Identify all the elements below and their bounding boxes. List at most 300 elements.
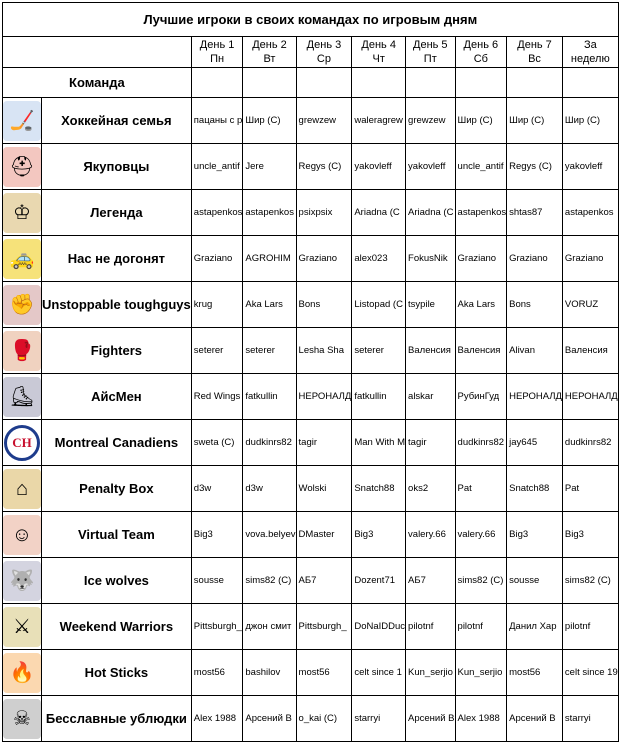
player-cell (562, 190, 618, 236)
player-cell (562, 466, 618, 512)
player-cell (243, 236, 296, 282)
player-cell (352, 282, 406, 328)
player-cell (352, 144, 406, 190)
blank-header-cell (3, 37, 192, 68)
day-header-5 (406, 37, 456, 68)
day-sublabel: Пн (210, 53, 225, 65)
player-name: Bons (509, 299, 531, 310)
player-cell (455, 420, 507, 466)
player-name: sousse (509, 575, 540, 586)
team-name: Якуповцы (42, 144, 192, 190)
yellow-car-logo: 🚕 (3, 239, 41, 279)
player-cell (455, 282, 507, 328)
day-header-2 (243, 37, 296, 68)
team-name: Нас не догонят (42, 236, 192, 282)
player-name: Kun_serjio (408, 667, 453, 678)
player-cell (455, 190, 507, 236)
player-name: Big3 (564, 529, 584, 540)
player-name: yakovleff (408, 161, 446, 172)
player-cell (507, 98, 563, 144)
player-cell (296, 328, 352, 374)
table-row (3, 328, 619, 374)
player-cell (562, 328, 618, 374)
player-cell (191, 696, 243, 742)
player-name: Pat (564, 483, 580, 494)
day-label: День 1 (199, 39, 235, 51)
player-cell (191, 374, 243, 420)
ice-wolf-logo: 🐺 (3, 561, 41, 601)
player-name: Graziano (298, 253, 338, 264)
player-cell (406, 650, 456, 696)
player-cell (562, 420, 618, 466)
player-cell (507, 190, 563, 236)
player-cell (352, 328, 406, 374)
player-name: alex023 (354, 253, 388, 264)
player-cell (243, 420, 296, 466)
player-cell (507, 604, 563, 650)
team-name: Unstoppable toughguys (42, 282, 192, 328)
player-name: Wolski (298, 483, 327, 494)
player-cell (191, 512, 243, 558)
player-cell (455, 374, 507, 420)
player-name: oks2 (408, 483, 429, 494)
blank-cell (296, 68, 352, 98)
table-row (3, 466, 619, 512)
player-name: DoNaIDDuc (354, 621, 406, 632)
player-cell (191, 144, 243, 190)
player-name: valery.66 (408, 529, 446, 540)
player-name: sims82 (C) (457, 575, 504, 586)
logo-cell (3, 98, 42, 144)
iceman-player-logo: ⛸ (3, 377, 41, 417)
player-cell (455, 512, 507, 558)
player-cell (243, 144, 296, 190)
player-cell (562, 604, 618, 650)
player-cell (243, 282, 296, 328)
day-label: День 4 (361, 39, 396, 51)
player-name: VORUZ (564, 299, 599, 310)
virtual-team-logo: ☺ (3, 515, 41, 555)
blank-cell (243, 68, 296, 98)
player-name: bashilov (245, 667, 281, 678)
player-name: pilotnf (408, 621, 434, 632)
hockey-family-logo: 🏒 (3, 101, 41, 141)
player-cell (352, 604, 406, 650)
player-name: Шир (С) (564, 115, 601, 126)
player-name: Валенсия (457, 345, 501, 356)
logo-cell (3, 190, 42, 236)
player-name: yakovleff (354, 161, 392, 172)
player-name: celt since 19 (564, 667, 618, 678)
player-cell (191, 190, 243, 236)
player-cell (296, 236, 352, 282)
player-name: Арсений В (245, 713, 292, 724)
player-name: d3w (245, 483, 263, 494)
player-name: Pittsburgh_ (193, 621, 242, 632)
team-name: Penalty Box (42, 466, 192, 512)
player-cell (455, 328, 507, 374)
player-name: sims82 (C) (245, 575, 292, 586)
player-name: Арсений В (509, 713, 556, 724)
day-label: День 6 (463, 39, 499, 51)
player-cell (352, 190, 406, 236)
player-cell (406, 466, 456, 512)
canadiens-logo: CH (4, 425, 40, 461)
player-name: Aka Lars (245, 299, 283, 310)
day-header-1 (191, 37, 243, 68)
player-name: НЕРОНАЛД (564, 391, 618, 402)
team-name: Ice wolves (42, 558, 192, 604)
player-cell (296, 144, 352, 190)
player-cell (507, 374, 563, 420)
player-name: Pat (457, 483, 472, 494)
day-sublabel: Сб (473, 53, 488, 65)
penalty-box-logo: ⌂ (3, 469, 41, 509)
player-cell (352, 512, 406, 558)
table-row (3, 98, 619, 144)
player-name: Big3 (354, 529, 374, 540)
player-cell (507, 650, 563, 696)
blank-cell (455, 68, 507, 98)
player-name: Jere (245, 161, 264, 172)
player-name: Шир (С) (509, 115, 545, 126)
player-name: psixpsix (298, 207, 333, 218)
player-cell (296, 466, 352, 512)
player-name: Man With M (354, 437, 406, 448)
player-name: Pittsburgh_ (298, 621, 347, 632)
player-cell (455, 236, 507, 282)
player-name: grewzew (298, 115, 337, 126)
day-header-6 (455, 37, 507, 68)
player-name: Big3 (193, 529, 213, 540)
player-name: krug (193, 299, 213, 310)
player-cell (406, 98, 456, 144)
player-cell (243, 650, 296, 696)
player-cell (455, 466, 507, 512)
team-name: АйсМен (42, 374, 192, 420)
day-header-8 (562, 37, 618, 68)
player-name: alskar (408, 391, 434, 402)
player-cell (507, 558, 563, 604)
player-name: Listopad (C (354, 299, 403, 310)
team-name: Hot Sticks (42, 650, 192, 696)
player-name: Snatch88 (354, 483, 395, 494)
table-row (3, 604, 619, 650)
player-cell (562, 236, 618, 282)
player-name: sousse (193, 575, 224, 586)
logo-cell (3, 328, 42, 374)
player-name: valery.66 (457, 529, 496, 540)
player-cell (296, 604, 352, 650)
player-cell (455, 604, 507, 650)
player-name: jay645 (509, 437, 538, 448)
player-cell (296, 190, 352, 236)
player-cell (406, 236, 456, 282)
player-cell (562, 144, 618, 190)
player-name: НЕРОНАЛД (509, 391, 562, 402)
player-cell (455, 696, 507, 742)
player-cell (352, 98, 406, 144)
player-name: most56 (509, 667, 541, 678)
player-cell (562, 558, 618, 604)
player-cell (243, 696, 296, 742)
player-name: Dozent71 (354, 575, 396, 586)
player-name: Lesha Sha (298, 345, 344, 356)
team-name: Хоккейная семья (42, 98, 192, 144)
player-cell (562, 650, 618, 696)
player-name: Graziano (564, 253, 604, 264)
player-cell (455, 650, 507, 696)
player-cell (507, 236, 563, 282)
player-cell (507, 144, 563, 190)
player-name: sweta (C) (193, 437, 235, 448)
table-row (3, 144, 619, 190)
player-name: АБ7 (408, 575, 426, 586)
table-row (3, 190, 619, 236)
player-cell (191, 558, 243, 604)
player-name: dudkinrs82 (245, 437, 292, 448)
player-name: Big3 (509, 529, 529, 540)
player-name: Арсений В (408, 713, 455, 724)
player-cell (191, 328, 243, 374)
player-cell (243, 466, 296, 512)
player-name: pilotnf (564, 621, 591, 632)
player-name: o_kai (C) (298, 713, 338, 724)
player-name: Graziano (509, 253, 548, 264)
player-cell (296, 696, 352, 742)
team-name: Легенда (42, 190, 192, 236)
player-name: пацаны с р (193, 115, 243, 126)
team-name: Бесславные ублюдки (42, 696, 192, 742)
fighter-cartoon-logo: 🥊 (3, 331, 41, 371)
player-cell (191, 98, 243, 144)
player-cell (352, 466, 406, 512)
player-cell (352, 420, 406, 466)
player-cell (406, 558, 456, 604)
day-label: День 5 (413, 39, 448, 51)
player-cell (352, 650, 406, 696)
team-name: Weekend Warriors (42, 604, 192, 650)
player-name: джон смит (245, 621, 292, 632)
player-cell (455, 98, 507, 144)
player-cell (406, 696, 456, 742)
player-cell (191, 466, 243, 512)
player-name: DMaster (298, 529, 335, 540)
blank-cell (191, 68, 243, 98)
player-name: tsypile (408, 299, 435, 310)
team-name: Virtual Team (42, 512, 192, 558)
player-cell (455, 558, 507, 604)
player-name: pilotnf (457, 621, 483, 632)
player-cell (352, 558, 406, 604)
logo-cell (3, 604, 42, 650)
player-cell (562, 512, 618, 558)
hockey-player-face-logo: ⛑ (3, 147, 41, 187)
player-name: most56 (193, 667, 225, 678)
table-row (3, 282, 619, 328)
player-name: Alivan (509, 345, 535, 356)
player-cell (296, 374, 352, 420)
player-name: seterer (245, 345, 275, 356)
player-cell (406, 604, 456, 650)
day-label: День 3 (306, 39, 342, 51)
day-header-3 (296, 37, 352, 68)
player-cell (507, 466, 563, 512)
blank-cell (562, 68, 618, 98)
player-name: Red Wings (193, 391, 241, 402)
logo-cell (3, 558, 42, 604)
player-name: uncle_antif (193, 161, 240, 172)
player-name: АБ7 (298, 575, 317, 586)
player-name: Шир (С) (457, 115, 493, 126)
player-cell (406, 190, 456, 236)
player-name: Ariadna (C (354, 207, 400, 218)
player-name: Kun_serjio (457, 667, 503, 678)
best-players-table (2, 2, 619, 742)
player-name: Bons (298, 299, 321, 310)
weekend-warriors-logo: ⚔ (3, 607, 41, 647)
player-name: Alex 1988 (193, 713, 237, 724)
player-name: astapenkos (564, 207, 614, 218)
player-cell (507, 420, 563, 466)
player-name: yakovleff (564, 161, 603, 172)
team-column-header: Команда (3, 68, 192, 98)
player-cell (406, 512, 456, 558)
player-cell (296, 282, 352, 328)
player-cell (296, 558, 352, 604)
player-name: Aka Lars (457, 299, 496, 310)
logo-cell (3, 236, 42, 282)
logo-cell (3, 696, 42, 742)
player-cell (455, 144, 507, 190)
player-cell (562, 98, 618, 144)
player-cell (296, 420, 352, 466)
player-name: Alex 1988 (457, 713, 500, 724)
table-row (3, 512, 619, 558)
blank-cell (352, 68, 406, 98)
day-header-4 (352, 37, 406, 68)
player-name: FokusNik (408, 253, 448, 264)
team-name: Fighters (42, 328, 192, 374)
inglourious-logo: ☠ (3, 699, 41, 739)
player-cell (507, 512, 563, 558)
player-name: Валенсия (564, 345, 608, 356)
player-cell (191, 650, 243, 696)
player-name: РубинГуд (457, 391, 500, 402)
day-sublabel: Чт (372, 53, 385, 65)
player-cell (562, 374, 618, 420)
player-name: astapenkos (193, 207, 243, 218)
blank-cell (406, 68, 456, 98)
player-name: dudkinrs82 (564, 437, 612, 448)
player-name: sims82 (C) (564, 575, 611, 586)
player-cell (562, 696, 618, 742)
player-cell (507, 696, 563, 742)
day-sublabel: Ср (316, 53, 331, 65)
player-cell (406, 144, 456, 190)
player-name: astapenkos (245, 207, 294, 218)
player-name: waleragrew (354, 115, 403, 126)
player-name: uncle_antif (457, 161, 504, 172)
player-cell (191, 420, 243, 466)
team-name: Montreal Canadiens (42, 420, 192, 466)
player-cell (296, 98, 352, 144)
player-name: Regys (C) (298, 161, 342, 172)
table-row (3, 650, 619, 696)
player-name: d3w (193, 483, 212, 494)
player-name: seterer (193, 345, 224, 356)
table-row (3, 236, 619, 282)
player-cell (191, 236, 243, 282)
player-name: Валенсия (408, 345, 451, 356)
player-cell (191, 282, 243, 328)
player-name: Regys (C) (509, 161, 552, 172)
player-cell (243, 98, 296, 144)
player-name: tagir (408, 437, 427, 448)
toughguy-cartoon-logo: ✊ (3, 285, 41, 325)
table-row (3, 420, 619, 466)
player-name: НЕРОНАЛД (298, 391, 352, 402)
player-cell (406, 282, 456, 328)
player-cell (243, 190, 296, 236)
logo-cell (3, 650, 42, 696)
table-row (3, 558, 619, 604)
player-name: dudkinrs82 (457, 437, 505, 448)
logo-cell (3, 144, 42, 190)
player-cell (507, 328, 563, 374)
player-cell (296, 650, 352, 696)
player-name: most56 (298, 667, 330, 678)
player-cell (562, 282, 618, 328)
player-name: seterer (354, 345, 384, 356)
player-cell (352, 696, 406, 742)
player-cell (406, 420, 456, 466)
player-cell (243, 512, 296, 558)
player-cell (243, 374, 296, 420)
logo-cell (3, 512, 42, 558)
player-cell (191, 604, 243, 650)
player-name: grewzew (408, 115, 446, 126)
player-name: Ariadna (C (408, 207, 454, 218)
player-cell (507, 282, 563, 328)
day-header-7 (507, 37, 563, 68)
player-name: Graziano (457, 253, 497, 264)
player-name: fatkullin (354, 391, 387, 402)
day-label: День 7 (517, 39, 552, 51)
player-name: starryi (564, 713, 591, 724)
player-name: tagir (298, 437, 318, 448)
hot-sticks-flame-logo: 🔥 (3, 653, 41, 693)
logo-cell (3, 466, 42, 512)
player-cell (352, 374, 406, 420)
player-name: AGROHIM (245, 253, 291, 264)
day-sublabel: неделю (570, 53, 610, 65)
table-title: Лучшие игроки в своих командах по игровым дням (3, 3, 619, 37)
player-cell (296, 512, 352, 558)
player-cell (352, 236, 406, 282)
player-cell (243, 328, 296, 374)
legend-crest-logo: ♔ (3, 193, 41, 233)
player-name: Данил Хар (509, 621, 557, 632)
player-name: shtas87 (509, 207, 543, 218)
table-row (3, 696, 619, 742)
player-name: vova.belyev (245, 529, 296, 540)
player-name: Graziano (193, 253, 233, 264)
day-sublabel: Вт (263, 53, 276, 65)
table-row (3, 374, 619, 420)
day-label: За (583, 39, 597, 51)
day-label: День 2 (252, 39, 287, 51)
